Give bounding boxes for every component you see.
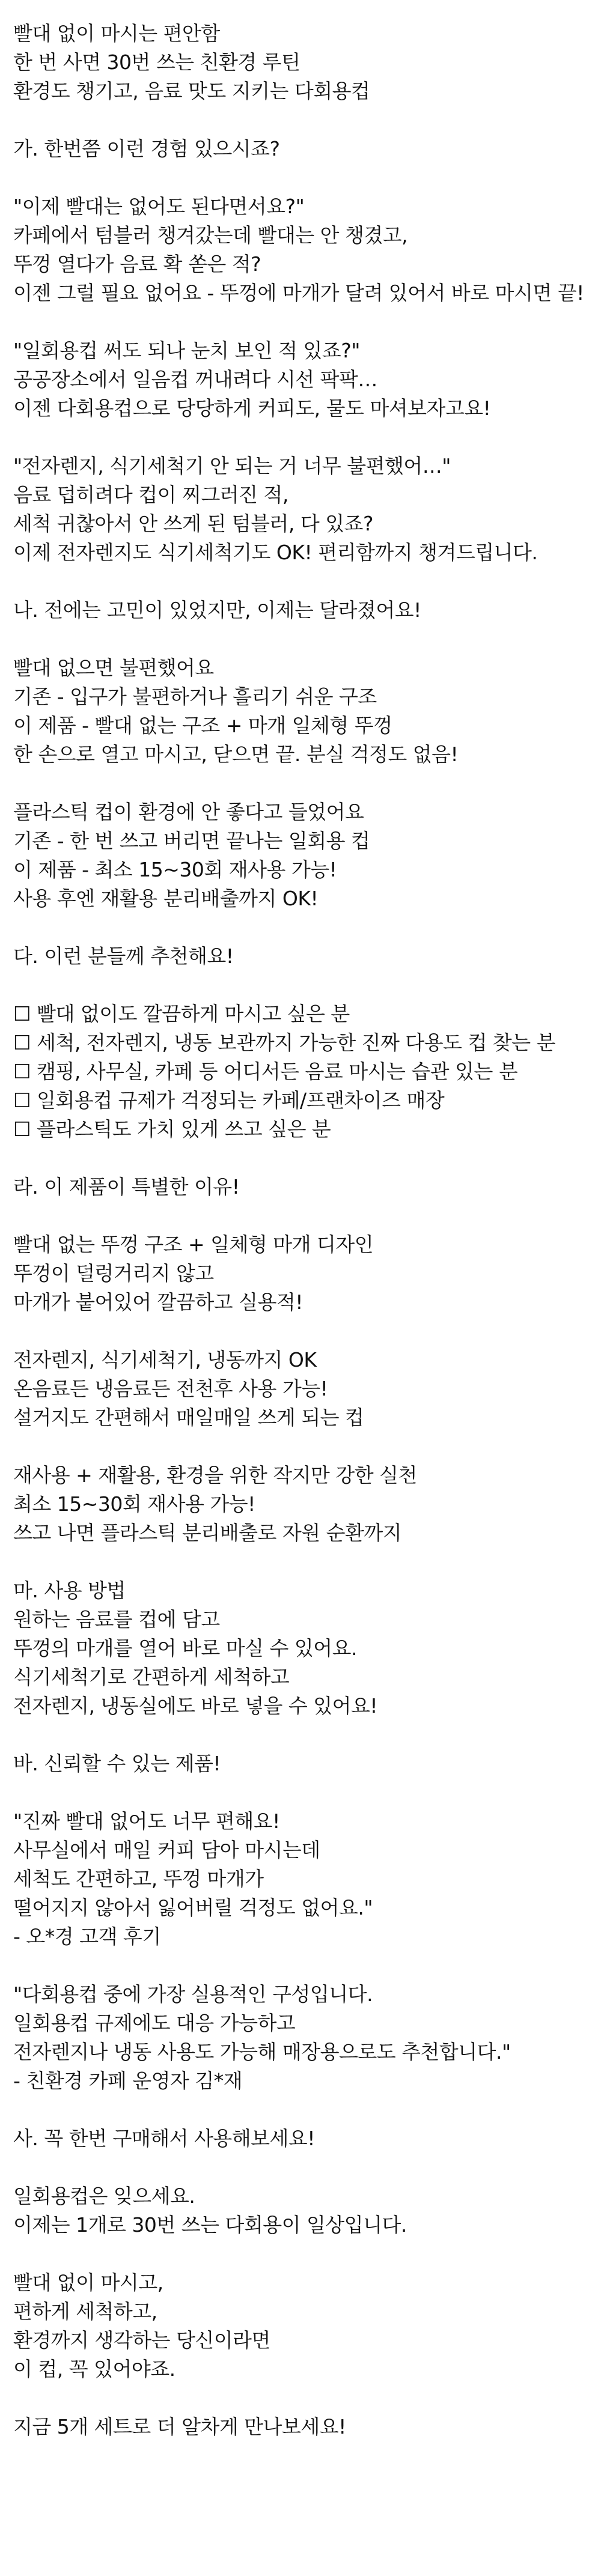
text-line: 카페에서 텀블러 챙겨갔는데 빨대는 안 챙겼고, [13,223,408,247]
blank-line [13,163,601,192]
blank-line [13,1317,601,1346]
text-line: 이젠 그럴 필요 없어요 - 뚜껑에 마개가 달려 있어서 바로 마시면 끝! [13,281,584,305]
blank-line [13,308,601,336]
blank-line [13,769,601,798]
text-line: 이제는 1개로 30번 쓰는 다회용이 일상입니다. [13,2213,407,2237]
text-line: 세척 귀찮아서 안 쓰게 된 텀블러, 다 있죠? [13,512,373,535]
text-line: 빨대 없이 마시는 편안함 [13,22,220,45]
blank-line [13,1548,601,1576]
text-line: 바. 신뢰할 수 있는 제품! [13,1752,221,1775]
text-line: 기존 - 입구가 불편하거나 흘리기 쉬운 구조 [13,685,377,708]
text-line: ☐ 캠핑, 사무실, 카페 등 어디서든 음료 마시는 습관 있는 분 [13,1060,518,1083]
text-line: 음료 덥히려다 컵이 찌그러진 적, [13,483,288,506]
text-line: 이 제품 - 빨대 없는 구조 + 마개 일체형 뚜껑 [13,714,392,737]
text-line: 마개가 붙어있어 깔끔하고 실용적! [13,1290,303,1314]
text-line: 뚜껑이 덜렁거리지 않고 [13,1262,214,1285]
blank-line [13,913,601,942]
blank-line [13,1778,601,1807]
text-line: 전자렌지나 냉동 사용도 가능해 매장용으로도 추천합니다." [13,2040,511,2064]
text-line: 이젠 다회용컵으로 당당하게 커피도, 물도 마셔보자고요! [13,396,491,420]
text-line: 공공장소에서 일음컵 꺼내려다 시선 팍팍… [13,368,377,391]
text-line: 사용 후엔 재활용 분리배출까지 OK! [13,887,319,910]
text-line: 원하는 음료를 컵에 담고 [13,1608,220,1631]
text-line: 뚜껑의 마개를 열어 바로 마실 수 있어요. [13,1636,357,1660]
text-line: 이 제품 - 최소 15~30회 재사용 가능! [13,858,337,881]
text-line: 한 번 사면 30번 쓰는 친환경 루틴 [13,50,300,74]
text-line: "이제 빨대는 없어도 된다면서요?" [13,195,305,218]
text-line: 플라스틱 컵이 환경에 안 좋다고 들었어요 [13,800,364,824]
text-line: 설거지도 간편해서 매일매일 쓰게 되는 컵 [13,1406,364,1429]
text-line: ☐ 플라스틱도 가치 있게 쓰고 싶은 분 [13,1117,331,1141]
blank-line [13,971,601,1000]
text-line: - 친환경 카페 운영자 김*재 [13,2069,243,2092]
text-line: 나. 전에는 고민이 있었지만, 이제는 달라졌어요! [13,598,421,622]
text-line: 환경까지 생각하는 당신이라면 [13,2328,270,2352]
text-line: 이 컵, 꼭 있어야죠. [13,2357,175,2381]
text-line: 편하게 세척하고, [13,2300,157,2323]
text-line: 일회용컵은 잊으세요. [13,2184,195,2208]
text-line: 전자렌지, 식기세척기, 냉동까지 OK [13,1348,317,1372]
text-line: 환경도 챙기고, 음료 맛도 지키는 다회용컵 [13,79,370,103]
text-line: 일회용컵 규제에도 대응 가능하고 [13,2011,296,2035]
text-line: 빨대 없이 마시고, [13,2271,163,2294]
text-line: 이제 전자렌지도 식기세척기도 OK! 편리함까지 챙겨드립니다. [13,541,538,564]
text-line: - 오*경 고객 후기 [13,1925,161,1948]
text-line: 마. 사용 방법 [13,1579,126,1602]
text-line: "전자렌지, 식기세척기 안 되는 거 너무 불편했어…" [13,454,451,478]
text-line: 사. 꼭 한번 구매해서 사용해보세요! [13,2127,315,2150]
text-line: "진짜 빨대 없어도 너무 편해요! [13,1809,280,1833]
text-line: ☐ 세척, 전자렌지, 냉동 보관까지 가능한 진짜 다용도 컵 찾는 분 [13,1031,556,1054]
text-line: 온음료든 냉음료든 전천후 사용 가능! [13,1377,328,1400]
blank-line [13,423,601,452]
blank-line [13,1201,601,1230]
text-line: 뚜껑 열다가 음료 확 쏟은 적? [13,252,261,276]
text-line: 세척도 간편하고, 뚜껑 마개가 [13,1867,264,1891]
text-line: ☐ 일회용컵 규제가 걱정되는 카페/프랜차이즈 매장 [13,1089,445,1112]
text-line: 한 손으로 열고 마시고, 닫으면 끝. 분실 걱정도 없음! [13,743,459,766]
text-line: 지금 5개 세트로 더 알차게 만나보세요! [13,2415,346,2438]
blank-line [13,2240,601,2268]
text-line: 사무실에서 매일 커피 담아 마시는데 [13,1838,320,1862]
blank-line [13,2153,601,2182]
blank-line [13,1144,601,1173]
text-line: "다회용컵 중에 가장 실용적인 구성입니다. [13,1982,373,2006]
text-line: 식기세척기로 간편하게 세척하고 [13,1665,290,1689]
text-line: 라. 이 제품이 특별한 이유! [13,1175,240,1198]
text-line: "일회용컵 써도 되나 눈치 보인 적 있죠?" [13,339,360,362]
blank-line [13,2384,601,2413]
text-line: 다. 이런 분들께 추천해요! [13,944,234,968]
blank-line [13,1432,601,1461]
text-line: 기존 - 한 번 쓰고 버리면 끝나는 일회용 컵 [13,829,370,852]
text-line: 떨어지지 않아서 잃어버릴 걱정도 없어요." [13,1896,373,1919]
blank-line [13,567,601,596]
text-line: 빨대 없으면 불편했어요 [13,656,214,679]
blank-line [13,2095,601,2124]
text-line: 가. 한번쯤 이런 경험 있으시죠? [13,137,280,160]
text-line: ☐ 빨대 없이도 깔끔하게 마시고 싶은 분 [13,1002,350,1025]
blank-line [13,1951,601,1980]
blank-line [13,106,601,135]
text-line: 전자렌지, 냉동실에도 바로 넣을 수 있어요! [13,1694,378,1718]
text-line: 빨대 없는 뚜껑 구조 + 일체형 마개 디자인 [13,1233,374,1256]
blank-line [13,1721,601,1749]
text-line: 쓰고 나면 플라스틱 분리배출로 자원 순환까지 [13,1521,402,1545]
text-line: 재사용 + 재활용, 환경을 위한 작지만 강한 실천 [13,1463,417,1487]
text-line: 최소 15~30회 재사용 가능! [13,1492,255,1516]
blank-line [13,625,601,654]
